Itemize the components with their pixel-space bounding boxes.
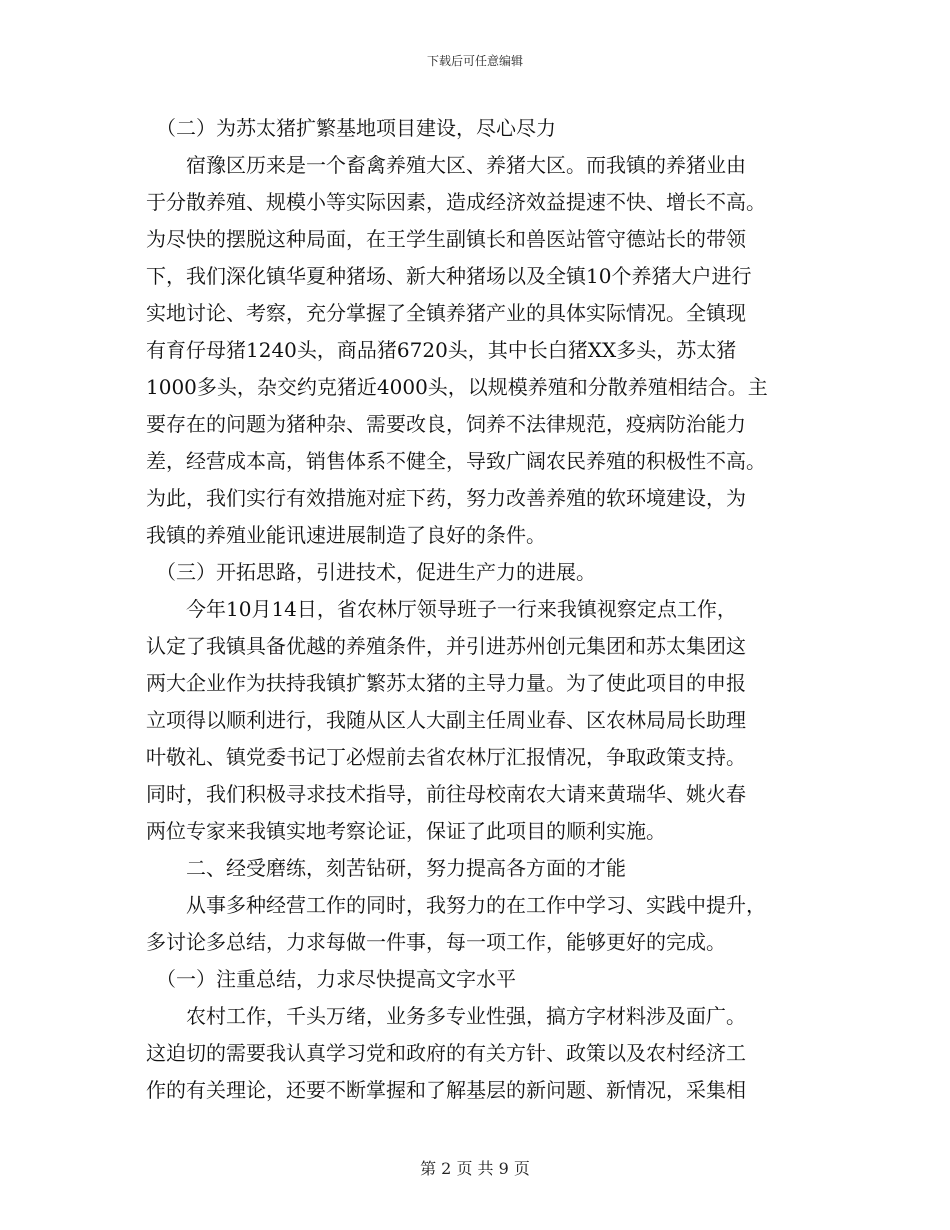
text-line: 宿豫区历来是一个畜禽养殖大区、养猪大区。而我镇的养猪业由 bbox=[146, 153, 746, 177]
text-line: 同时，我们积极寻求技术指导，前往母校南农大请来黄瑞华、姚火春 bbox=[146, 782, 746, 806]
text-line: 有育仔母猪1240头，商品猪6720头，其中长白猪XX多头，苏太猪 bbox=[146, 338, 737, 362]
text-line: 叶敬礼、镇党委书记丁必煜前去省农林厅汇报情况，争取政策支持。 bbox=[146, 745, 746, 769]
text-line: 从事多种经营工作的同时，我努力的在工作中学习、实践中提升， bbox=[146, 893, 766, 917]
text-line: 1000多头，杂交约克猪近4000头，以规模养殖和分散养殖相结合。主 bbox=[146, 375, 768, 399]
text-line: 为此，我们实行有效措施对症下药，努力改善养殖的软环境建设，为 bbox=[146, 486, 746, 510]
text-line: 差，经营成本高，销售体系不健全，导致广阔农民养殖的积极性不高。 bbox=[146, 449, 766, 473]
text-line: 于分散养殖、规模小等实际因素，造成经济效益提速不快、增长不高。 bbox=[146, 190, 766, 214]
text-line: （三）开拓思路，引进技术，促进生产力的进展。 bbox=[146, 560, 596, 584]
text-line: 今年10月14日，省农林厅领导班子一行来我镇视察定点工作， bbox=[146, 597, 737, 621]
text-line: 立项得以顺利进行，我随从区人大副主任周业春、区农林局局长助理 bbox=[146, 708, 746, 732]
text-line: 多讨论多总结，力求每做一件事，每一项工作，能够更好的完成。 bbox=[146, 930, 726, 954]
text-line: 实地讨论、考察，充分掌握了全镇养猪产业的具体实际情况。全镇现 bbox=[146, 301, 746, 325]
text-line: 下，我们深化镇华夏种猪场、新大种猪场以及全镇10个养猪大户进行 bbox=[146, 264, 752, 288]
text-line: 这迫切的需要我认真学习党和政府的有关方针、政策以及农村经济工 bbox=[146, 1041, 746, 1065]
text-line: （二）为苏太猪扩繁基地项目建设，尽心尽力 bbox=[146, 116, 556, 140]
text-line: 作的有关理论，还要不断掌握和了解基层的新问题、新情况，采集相 bbox=[146, 1078, 746, 1102]
text-line: 二、经受磨练，刻苦钻研，努力提高各方面的才能 bbox=[146, 856, 626, 880]
text-line: 我镇的养殖业能讯速进展制造了良好的条件。 bbox=[146, 523, 546, 547]
text-line: （一）注重总结，力求尽快提高文字水平 bbox=[146, 967, 516, 991]
document-body bbox=[146, 110, 806, 1109]
text-line: 要存在的问题为猪种杂、需要改良，饲养不法律规范，疫病防治能力 bbox=[146, 412, 746, 436]
text-line: 农村工作，千头万绪，业务多专业性强，搞方字材料涉及面广。 bbox=[146, 1004, 746, 1028]
text-line: 为尽快的摆脱这种局面，在王学生副镇长和兽医站管守德站长的带领 bbox=[146, 227, 746, 251]
text-line: 两大企业作为扶持我镇扩繁苏太猪的主导力量。为了使此项目的申报 bbox=[146, 671, 746, 695]
page-header: 下载后可任意编辑 bbox=[426, 54, 523, 68]
text-line: 认定了我镇具备优越的养殖条件，并引进苏州创元集团和苏太集团这 bbox=[146, 634, 746, 658]
page-footer: 第 2 页 共 9 页 bbox=[420, 1159, 530, 1178]
text-line: 两位专家来我镇实地考察论证，保证了此项目的顺利实施。 bbox=[146, 819, 666, 843]
